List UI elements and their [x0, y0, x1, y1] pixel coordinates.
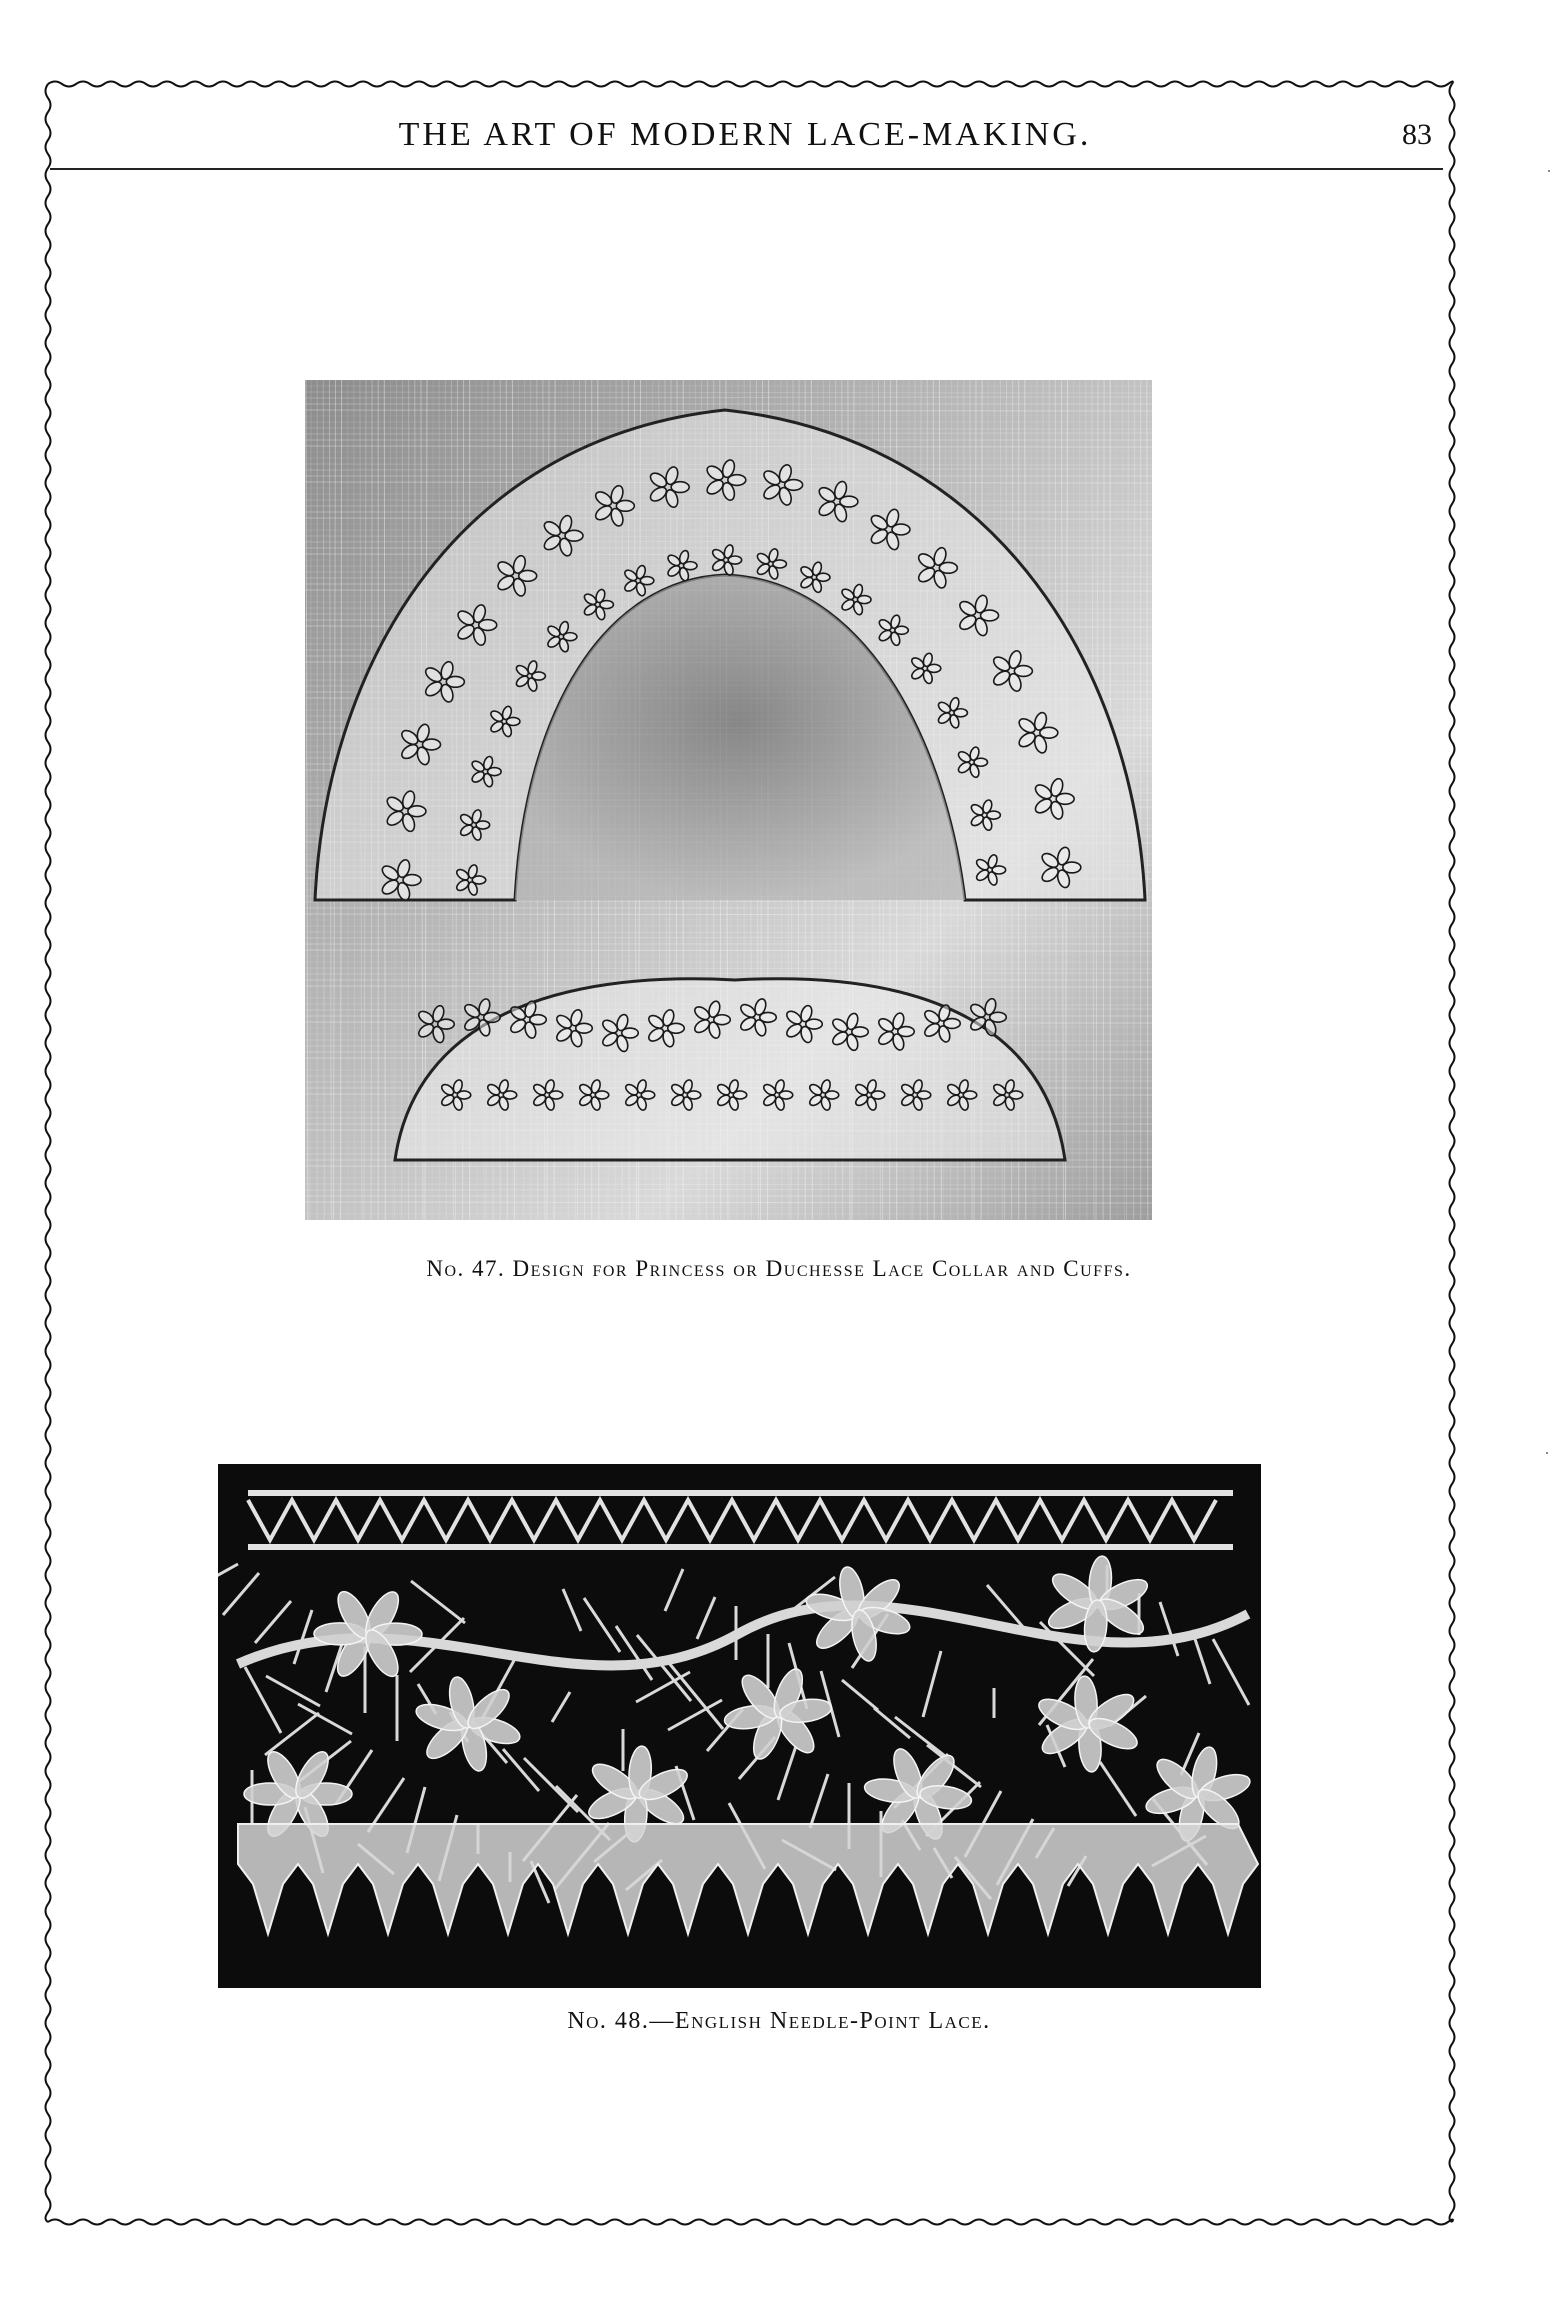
figure-48-caption — [0, 2008, 1558, 2035]
scan-speck — [1548, 170, 1550, 172]
needle-point-lace-illustration — [218, 1464, 1261, 1988]
running-head — [50, 108, 1440, 168]
page-number: 83 — [1402, 118, 1432, 151]
collar-cuffs-lace-illustration — [305, 380, 1152, 1220]
figure-47-caption — [0, 1256, 1558, 1282]
figure-48-caption-text: No. 48.—English Needle-Point Lace. — [567, 2008, 991, 2034]
needle-point-lace-plate — [218, 1464, 1261, 1988]
scan-speck — [1546, 1452, 1548, 1454]
collar-cuffs-lace-plate — [305, 380, 1152, 1220]
figure-47-caption-text: No. 47. Design for Princess or Duchesse Lace Collar and Cuffs. — [426, 1256, 1132, 1281]
running-title: THE ART OF MODERN LACE-MAKING. — [398, 116, 1092, 153]
header-rule — [50, 168, 1443, 170]
